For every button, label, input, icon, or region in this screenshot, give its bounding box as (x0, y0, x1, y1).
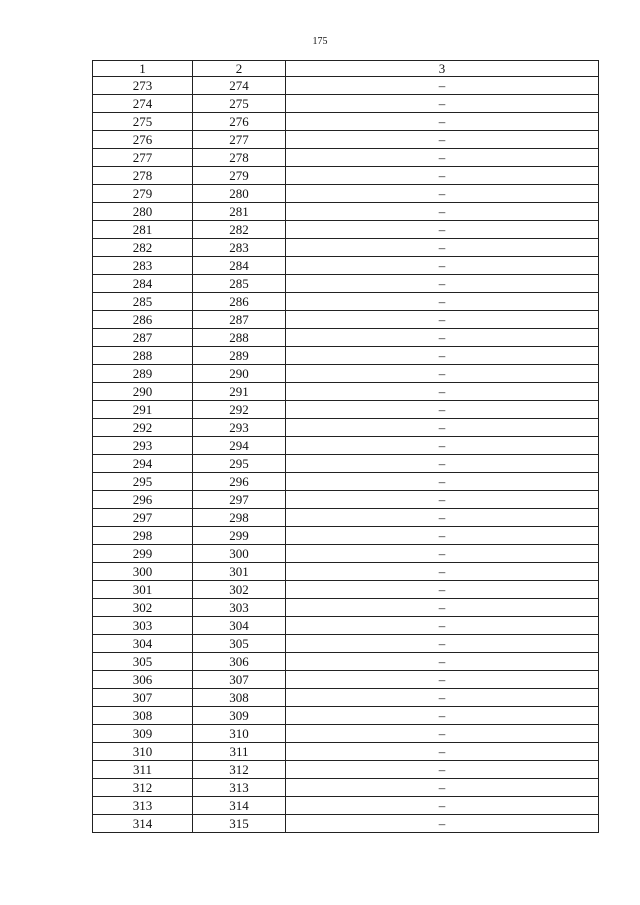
table-cell-col-3: – (286, 95, 599, 113)
table-cell-col-1: 296 (93, 491, 193, 509)
table-row (93, 131, 599, 149)
table-cell-col-3: – (286, 203, 599, 221)
table-cell-col-1: 274 (93, 95, 193, 113)
table-cell-col-3: – (286, 527, 599, 545)
table-cell-col-2: 277 (193, 131, 286, 149)
table-cell-col-1: 290 (93, 383, 193, 401)
table-cell-col-1: 289 (93, 365, 193, 383)
table-cell-col-3: – (286, 599, 599, 617)
table-cell-col-2: 304 (193, 617, 286, 635)
table-cell-col-1: 287 (93, 329, 193, 347)
table-cell-col-3: – (286, 725, 599, 743)
table-cell-col-2: 307 (193, 671, 286, 689)
table-row (93, 365, 599, 383)
table-row (93, 725, 599, 743)
table-cell-col-2: 280 (193, 185, 286, 203)
column-header-1: 1 (93, 61, 193, 77)
table-row (93, 545, 599, 563)
table-cell-col-1: 281 (93, 221, 193, 239)
table-cell-col-3: – (286, 545, 599, 563)
table-cell-col-3: – (286, 617, 599, 635)
table-row (93, 797, 599, 815)
table-row (93, 347, 599, 365)
table-cell-col-1: 299 (93, 545, 193, 563)
table-cell-col-2: 295 (193, 455, 286, 473)
table-cell-col-1: 301 (93, 581, 193, 599)
table-cell-col-3: – (286, 149, 599, 167)
table-cell-col-2: 293 (193, 419, 286, 437)
table-cell-col-3: – (286, 77, 599, 95)
table-row (93, 113, 599, 131)
table-cell-col-2: 275 (193, 95, 286, 113)
table-cell-col-1: 273 (93, 77, 193, 95)
table-cell-col-1: 294 (93, 455, 193, 473)
table-cell-col-2: 286 (193, 293, 286, 311)
table-cell-col-1: 302 (93, 599, 193, 617)
table-cell-col-1: 308 (93, 707, 193, 725)
table-cell-col-2: 299 (193, 527, 286, 545)
table-cell-col-1: 288 (93, 347, 193, 365)
table-row (93, 311, 599, 329)
table-cell-col-3: – (286, 779, 599, 797)
table-cell-col-3: – (286, 293, 599, 311)
table-cell-col-1: 295 (93, 473, 193, 491)
table-cell-col-1: 293 (93, 437, 193, 455)
table-cell-col-1: 276 (93, 131, 193, 149)
table-cell-col-2: 306 (193, 653, 286, 671)
table-cell-col-3: – (286, 311, 599, 329)
table-cell-col-3: – (286, 581, 599, 599)
table-cell-col-2: 314 (193, 797, 286, 815)
table-cell-col-2: 298 (193, 509, 286, 527)
table-cell-col-3: – (286, 383, 599, 401)
table-cell-col-3: – (286, 743, 599, 761)
table-cell-col-3: – (286, 113, 599, 131)
table-cell-col-2: 301 (193, 563, 286, 581)
table-cell-col-2: 290 (193, 365, 286, 383)
table-cell-col-2: 292 (193, 401, 286, 419)
table-cell-col-1: 312 (93, 779, 193, 797)
table-row (93, 95, 599, 113)
table-cell-col-2: 282 (193, 221, 286, 239)
table-cell-col-1: 285 (93, 293, 193, 311)
table-row (93, 221, 599, 239)
table-row (93, 293, 599, 311)
table-cell-col-1: 286 (93, 311, 193, 329)
table-row (93, 383, 599, 401)
table-row (93, 707, 599, 725)
table-cell-col-3: – (286, 275, 599, 293)
column-header-2: 2 (193, 61, 286, 77)
table-cell-col-1: 282 (93, 239, 193, 257)
table-cell-col-3: – (286, 257, 599, 275)
table-cell-col-3: – (286, 419, 599, 437)
table-cell-col-3: – (286, 455, 599, 473)
table-cell-col-2: 296 (193, 473, 286, 491)
table-cell-col-1: 278 (93, 167, 193, 185)
table-row (93, 185, 599, 203)
data-table (92, 60, 599, 833)
table-cell-col-2: 285 (193, 275, 286, 293)
table-row (93, 401, 599, 419)
table-cell-col-2: 287 (193, 311, 286, 329)
table-row (93, 671, 599, 689)
table-cell-col-3: – (286, 635, 599, 653)
table-cell-col-2: 305 (193, 635, 286, 653)
table-cell-col-3: – (286, 671, 599, 689)
table-cell-col-3: – (286, 653, 599, 671)
table-cell-col-2: 291 (193, 383, 286, 401)
table-row (93, 779, 599, 797)
table-row (93, 617, 599, 635)
table-cell-col-2: 300 (193, 545, 286, 563)
table-cell-col-3: – (286, 131, 599, 149)
table-row (93, 275, 599, 293)
table-cell-col-2: 279 (193, 167, 286, 185)
table-cell-col-2: 281 (193, 203, 286, 221)
table-row (93, 509, 599, 527)
table-cell-col-2: 313 (193, 779, 286, 797)
table-row (93, 203, 599, 221)
table-row (93, 419, 599, 437)
table-cell-col-2: 310 (193, 725, 286, 743)
table-cell-col-3: – (286, 815, 599, 833)
table-cell-col-2: 276 (193, 113, 286, 131)
table-row (93, 437, 599, 455)
table-row (93, 149, 599, 167)
table-cell-col-2: 308 (193, 689, 286, 707)
table-body (93, 77, 599, 833)
table-row (93, 653, 599, 671)
table-row (93, 329, 599, 347)
table-row (93, 167, 599, 185)
table-row (93, 761, 599, 779)
table-cell-col-2: 315 (193, 815, 286, 833)
table-cell-col-2: 274 (193, 77, 286, 95)
table-row (93, 473, 599, 491)
table-cell-col-1: 283 (93, 257, 193, 275)
table-cell-col-2: 311 (193, 743, 286, 761)
table-cell-col-1: 277 (93, 149, 193, 167)
header-row (93, 61, 599, 77)
table-cell-col-1: 304 (93, 635, 193, 653)
table-cell-col-3: – (286, 365, 599, 383)
table-row (93, 77, 599, 95)
table-cell-col-1: 284 (93, 275, 193, 293)
table-cell-col-1: 314 (93, 815, 193, 833)
table-cell-col-3: – (286, 689, 599, 707)
table-row (93, 239, 599, 257)
table-cell-col-3: – (286, 329, 599, 347)
table-cell-col-1: 292 (93, 419, 193, 437)
table-cell-col-3: – (286, 401, 599, 419)
table-cell-col-3: – (286, 797, 599, 815)
table-row (93, 743, 599, 761)
table-cell-col-1: 297 (93, 509, 193, 527)
table-cell-col-1: 298 (93, 527, 193, 545)
table-cell-col-3: – (286, 491, 599, 509)
table-cell-col-1: 280 (93, 203, 193, 221)
table-cell-col-3: – (286, 167, 599, 185)
table-cell-col-3: – (286, 437, 599, 455)
table-cell-col-1: 311 (93, 761, 193, 779)
table-cell-col-3: – (286, 563, 599, 581)
page-number: 175 (312, 36, 328, 47)
table-cell-col-2: 309 (193, 707, 286, 725)
table-cell-col-1: 275 (93, 113, 193, 131)
table-cell-col-1: 313 (93, 797, 193, 815)
table-cell-col-2: 303 (193, 599, 286, 617)
table-cell-col-2: 302 (193, 581, 286, 599)
table-cell-col-2: 294 (193, 437, 286, 455)
table-row (93, 581, 599, 599)
table-cell-col-3: – (286, 509, 599, 527)
table-cell-col-2: 278 (193, 149, 286, 167)
table-cell-col-1: 291 (93, 401, 193, 419)
table-cell-col-3: – (286, 707, 599, 725)
table-row (93, 815, 599, 833)
table-cell-col-1: 300 (93, 563, 193, 581)
table-cell-col-2: 312 (193, 761, 286, 779)
table-row (93, 689, 599, 707)
table-cell-col-1: 279 (93, 185, 193, 203)
table-cell-col-3: – (286, 239, 599, 257)
table-cell-col-1: 307 (93, 689, 193, 707)
table-cell-col-2: 297 (193, 491, 286, 509)
table-cell-col-3: – (286, 221, 599, 239)
table-cell-col-1: 309 (93, 725, 193, 743)
table-row (93, 563, 599, 581)
column-header-3: 3 (286, 61, 599, 77)
table-row (93, 527, 599, 545)
table-row (93, 491, 599, 509)
table-row (93, 599, 599, 617)
table-cell-col-1: 303 (93, 617, 193, 635)
table-cell-col-1: 306 (93, 671, 193, 689)
table-cell-col-1: 305 (93, 653, 193, 671)
table-row (93, 635, 599, 653)
table-row (93, 257, 599, 275)
table-cell-col-2: 288 (193, 329, 286, 347)
table-cell-col-1: 310 (93, 743, 193, 761)
table-cell-col-3: – (286, 473, 599, 491)
table-cell-col-3: – (286, 347, 599, 365)
table-cell-col-2: 289 (193, 347, 286, 365)
table-cell-col-2: 283 (193, 239, 286, 257)
table-row (93, 455, 599, 473)
table-cell-col-2: 284 (193, 257, 286, 275)
table-cell-col-3: – (286, 761, 599, 779)
table-cell-col-3: – (286, 185, 599, 203)
